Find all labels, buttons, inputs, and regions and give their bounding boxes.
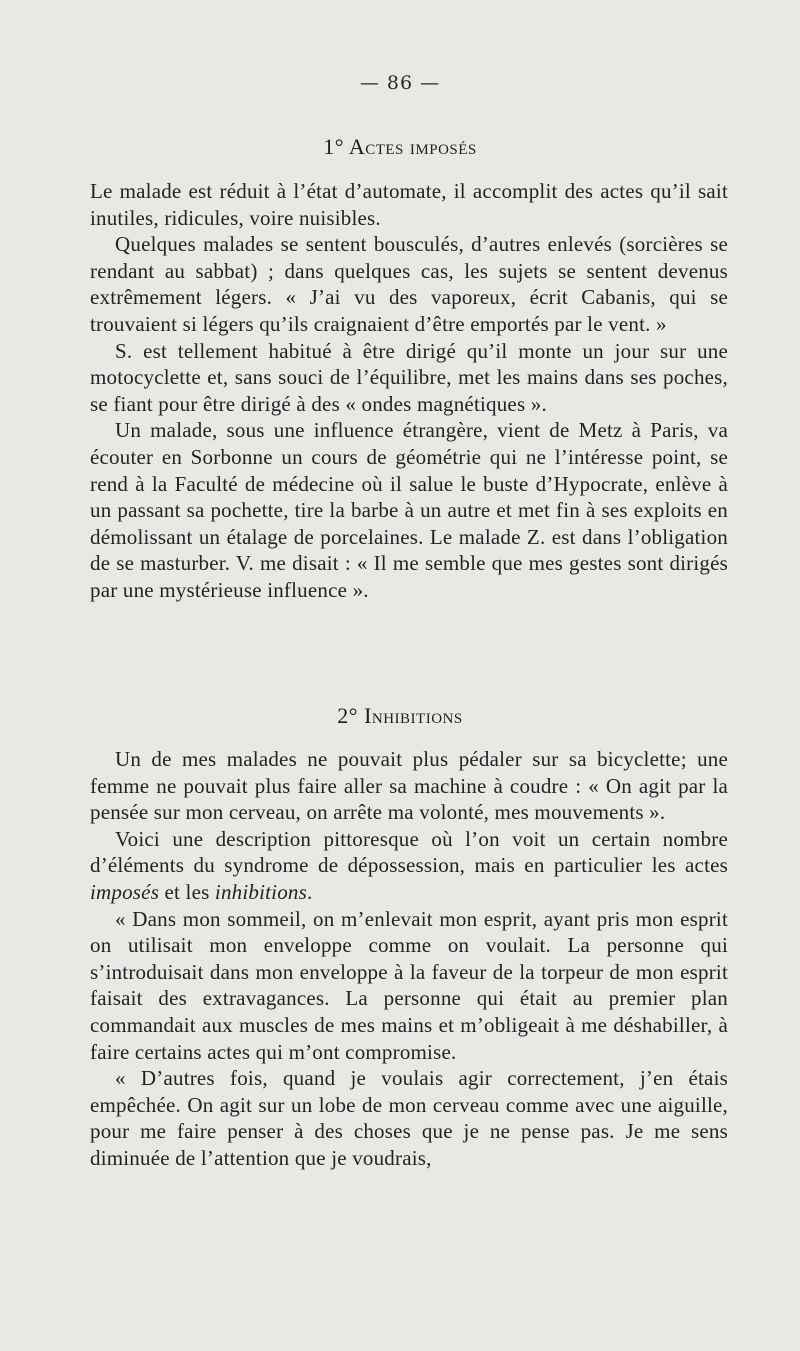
paragraph: « D’autres fois, quand je voulais agir correctement, j’en étais empêchée. On agit sur un lobe de mon cerveau comme avec une aiguille, pour me faire penser à des choses que je ne pense pas. Je me sens diminuée de l’attention que je voudrais,: [90, 1066, 728, 1170]
paragraph: S. est tellement habitué à être dirigé qu’il monte un jour sur une motocyclette et, sans souci de l’équilibre, met les mains dans ses poches, se fiant pour être dirigé à des « ondes magnétiques ».: [90, 338, 728, 416]
text-run: et les: [159, 879, 215, 904]
paragraph: Un de mes malades ne pouvait plus pédaler sur sa bicyclette; une femme ne pouvait plus faire aller sa machine à coudre : « On agit par la pensée sur mon cerveau, on arrête ma volonté, mes mouvements ».: [90, 747, 728, 825]
paragraph: « Dans mon sommeil, on m’enlevait mon esprit, ayant pris mon esprit on utilisait mon enveloppe comme on voulait. La personne qui s’introduisait dans mon enveloppe à la faveur de la torpeur de mon esprit faisait des extravagances. La personne qui était au premier plan commandait aux muscles de mes mains et m’obligeait à me déshabiller, à faire certains actes qui m’ont compromise.: [90, 906, 728, 1064]
text-run: .: [306, 879, 313, 904]
page-number: — 86 —: [359, 72, 441, 94]
section-heading-inhibitions: 2° Inhibitions: [337, 703, 463, 728]
italic-term: inhibitions: [214, 879, 307, 904]
paragraph: [90, 826, 728, 906]
section-inhibitions-body: [90, 746, 728, 1172]
section-actes-imposes-body: [90, 178, 728, 604]
paragraph: Un malade, sous une influence étrangère, vient de Metz à Paris, va écouter en Sorbonne un cours de géométrie qui ne l’intéresse point, se rend à la Faculté de médecine où il salue le buste d’Hypocrate, enlève à un passant sa pochette, tire la barbe à un autre et met fin à ses exploits en démolissant un étalage de porcelaines. Le malade Z. est dans l’obligation de se masturber. V. me disait : « Il me semble que mes gestes sont dirigés par une mystérieuse influence ».: [90, 418, 728, 602]
section-heading-actes-imposes: 1° Actes imposés: [323, 134, 477, 159]
paragraph: Quelques malades se sentent bousculés, d’autres enlevés (sorcières se rendant au sabbat) ; dans quelques cas, les sujets se sentent devenus extrêmement légers. « J’ai vu des vaporeux, écrit Cabanis, qui se trouvaient si légers qu’ils craignaient d’être emportés par le vent. »: [90, 232, 728, 336]
paragraph: Le malade est réduit à l’état d’automate, il accomplit des actes qu’il sait inutiles, ridicules, voire nuisibles.: [90, 179, 728, 230]
italic-term: imposés: [90, 879, 160, 904]
text-run: Voici une description pittoresque où l’on voit un certain nombre d’éléments du syndrome de dépossession, mais en particulier les actes: [90, 826, 728, 878]
